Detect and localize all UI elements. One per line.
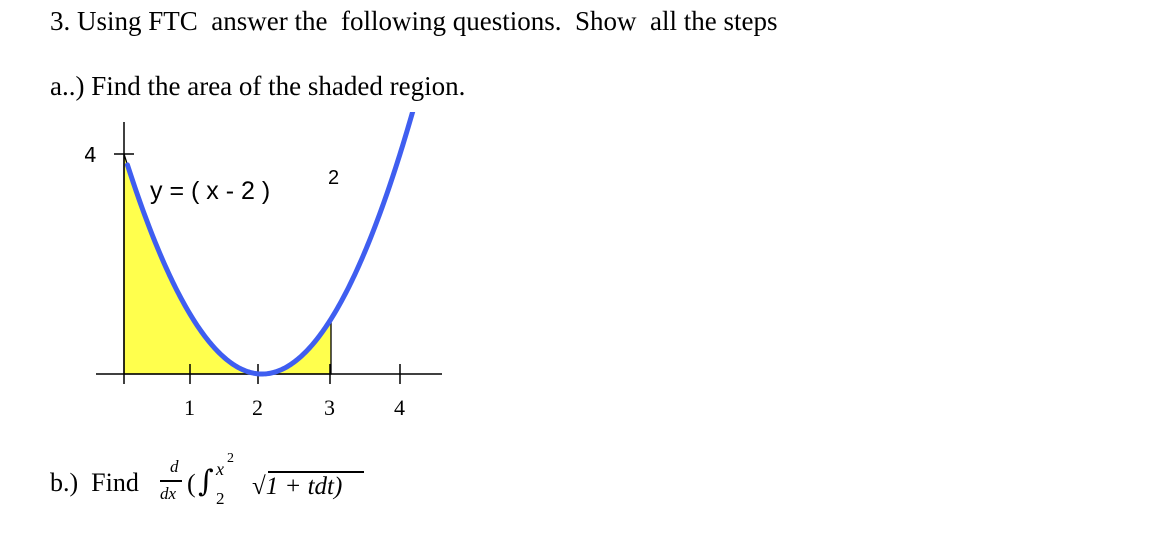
y-tick-label-4: 4: [84, 143, 97, 167]
radical-overline: [268, 471, 364, 473]
lower-limit: 2: [216, 489, 225, 508]
part-a-prompt: a..) Find the area of the shaded region.: [50, 71, 466, 101]
question-3-heading: 3. Using FTC answer the following questions. Show all the steps: [50, 6, 778, 36]
fraction-bar: [160, 480, 182, 482]
dx-denominator: dx: [160, 484, 177, 503]
integrand: √1 + tdt): [252, 473, 343, 500]
derivative-of-integral-expression: [150, 452, 390, 512]
x-tick-label-2: 2: [252, 395, 263, 420]
d-numerator: d: [170, 457, 179, 476]
integral-sign: ∫: [198, 464, 214, 499]
part-b-prompt: b.) Find: [50, 468, 139, 497]
x-tick-label-3: 3: [324, 395, 335, 420]
x-tick-label-1: 1: [184, 395, 195, 420]
x-tick-label-4: 4: [394, 395, 405, 420]
equation-label: y = ( x - 2 ): [150, 177, 271, 205]
shaded-region-graph: [70, 112, 450, 432]
upper-limit: x: [216, 459, 224, 479]
open-paren: (: [187, 469, 196, 498]
equation-exponent: 2: [328, 167, 340, 189]
upper-limit-exponent: 2: [227, 451, 234, 466]
